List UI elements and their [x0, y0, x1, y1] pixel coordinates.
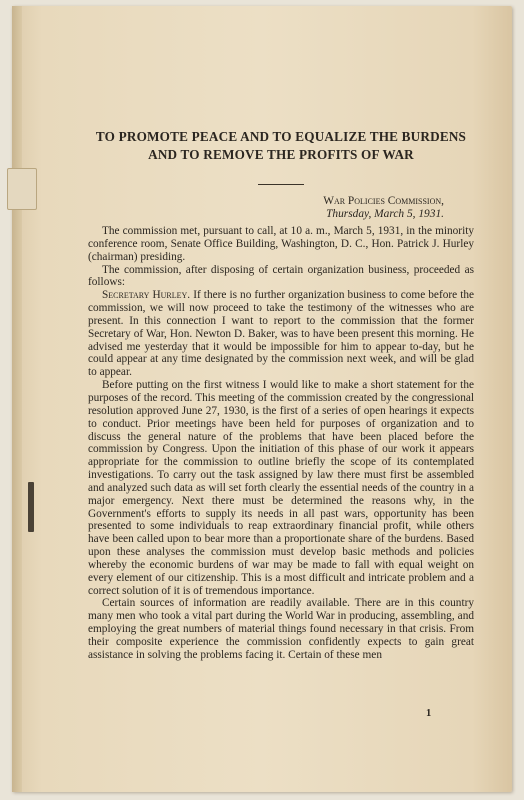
title-line-1: TO PROMOTE PEACE AND TO EQUALIZE THE BURDENS	[95, 129, 467, 144]
title-divider	[258, 184, 304, 185]
paragraph-5: Certain sources of information are readily available. There are in this country many men who took a vital part during the World War in producing, assembling, and employing the great numbers of material things found necessary in that crisis. From their composite experience the commission confidently expects to gain great assistance in solving the problems facing it. Certain of these men	[88, 597, 474, 661]
document-title	[88, 128, 474, 164]
paragraph-3-text: If there is no further organization business to come before the commission, we will now proceed to take the testimony of the witnesses who are present. In this connection I want to report to the commission that the former Secretary of War, Hon. Newton D. Baker, was to have been present this morning. He advised me yesterday that it would be impossible for him to appear to-day, but he could appear at any time designated by the commission next week, and will be glad to appear.	[88, 289, 474, 379]
document-body	[88, 128, 474, 662]
session-heading	[88, 195, 474, 221]
paragraph-3	[88, 289, 474, 379]
binding-mark	[28, 482, 34, 532]
title-line-2: AND TO REMOVE THE PROFITS OF WAR	[148, 147, 414, 162]
paragraph-4: Before putting on the first witness I would like to make a short statement for the purposes of the record. This meeting of the commission created by the congressional resolution approved June 27, 1930, is the first of a series of open hearings it expects to conduct. Prior meetings have been held for purposes of organization and to discuss the general nature of the problems that have been placed before the commission by Congress. Upon the initiation of this phase of our work it appears appropriate for the commission to outline briefly the scope of its contemplated investigations. To carry out the task assigned by law there must first be assembled and analyzed such data as will set forth clearly the essential needs of the country in a major emergency. Next there must be determined the reasons why, in the Government's efforts to supply its needs in all past wars, opportunity has been presented to some individuals to reap extraordinary financial profit, while others have been called upon to bear more than a proportionate share of the burdens. Based upon these analyses the commission must develop basic methods and policies whereby the economic burdens of war may be made to fall with equal weight on every element of our citizenship. This is a most difficult and intricate problem and a correct solution of it is of tremendous importance.	[88, 379, 474, 597]
transcript-text	[88, 225, 474, 662]
binding-tab	[7, 168, 37, 210]
page-number: 1	[426, 708, 432, 719]
spine-edge	[12, 6, 22, 792]
paragraph-1: The commission met, pursuant to call, at 10 a. m., March 5, 1931, in the minority conference room, Senate Office Building, Washington, D. C., Hon. Patrick J. Hurley (chairman) presiding.	[88, 225, 474, 263]
speaker-name: Secretary Hurley.	[102, 289, 191, 302]
commission-name: War Policies Commission,	[323, 195, 444, 207]
session-date: Thursday, March 5, 1931.	[326, 208, 444, 220]
paragraph-2: The commission, after disposing of certain organization business, proceeded as follows:	[88, 263, 474, 289]
